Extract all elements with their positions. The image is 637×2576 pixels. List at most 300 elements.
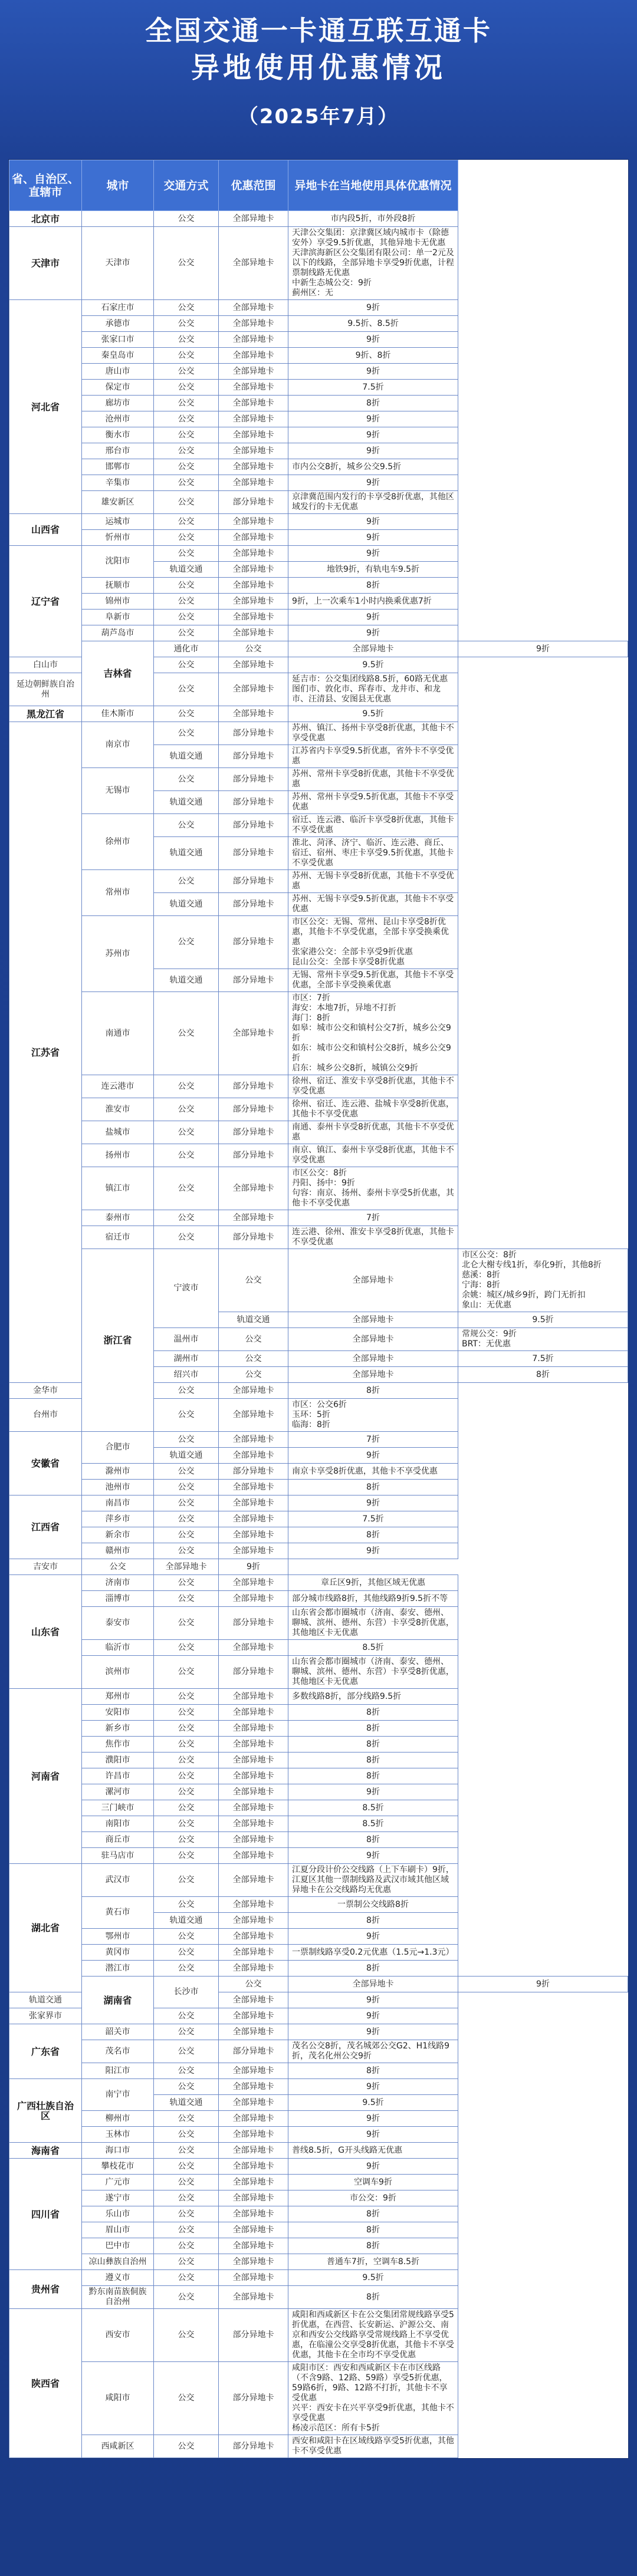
discount-detail-cell: 苏州、镇江、扬州卡享受8折优惠，其他卡不享受优惠: [288, 722, 458, 745]
transport-mode-cell: 公交: [154, 610, 219, 625]
discount-detail-cell: 苏州、无锡卡享受9.5折优惠，其他卡不享受优惠: [288, 893, 458, 916]
discount-detail-cell: 8折: [288, 1961, 458, 1977]
table-row: [9, 722, 628, 745]
province-cell: 广西壮族自治区: [9, 2079, 82, 2143]
transport-mode-cell: 公交: [219, 1977, 288, 1992]
discount-detail-cell: 9折: [288, 610, 458, 625]
transport-mode-cell: 公交: [154, 673, 219, 706]
transport-mode-cell: 公交: [154, 2362, 219, 2435]
city-cell: 三门峡市: [82, 1800, 154, 1816]
discount-scope-cell: 全部异地卡: [219, 1705, 288, 1721]
city-cell: 南通市: [82, 992, 154, 1075]
discount-scope-cell: 全部异地卡: [219, 546, 288, 562]
city-cell: 泰州市: [82, 1210, 154, 1226]
city-cell: 攀枝花市: [82, 2159, 154, 2175]
discount-detail-cell: 9.5折: [288, 2095, 458, 2111]
city-cell: 驻马店市: [82, 1848, 154, 1864]
table-row: [9, 1210, 628, 1226]
discount-detail-cell: 7.5折: [288, 1511, 458, 1527]
table-row: [9, 1768, 628, 1784]
table-row: [9, 2286, 628, 2309]
transport-mode-cell: 公交: [154, 1480, 219, 1495]
discount-scope-cell: 全部异地卡: [219, 1495, 288, 1511]
city-cell: 鄂州市: [82, 1929, 154, 1945]
city-cell: 漯河市: [82, 1784, 154, 1800]
table-row: [9, 1705, 628, 1721]
discount-detail-cell: 9折: [288, 2008, 458, 2024]
transport-mode-cell: 公交: [154, 396, 219, 411]
transport-mode-cell: 公交: [154, 722, 219, 745]
city-cell: 扬州市: [82, 1144, 154, 1167]
discount-detail-cell: 9折: [288, 427, 458, 443]
discount-detail-cell: 8折: [288, 2238, 458, 2254]
province-cell: 江西省: [9, 1495, 82, 1559]
discount-detail-cell: 9折: [288, 1448, 458, 1464]
table-row: [9, 992, 628, 1075]
transport-mode-cell: 轨道交通: [154, 791, 219, 814]
transport-mode-cell: 公交: [154, 1607, 219, 1640]
city-cell: 白山市: [9, 657, 82, 673]
city-cell: 遂宁市: [82, 2190, 154, 2206]
discount-scope-cell: 全部异地卡: [219, 2143, 288, 2159]
city-cell: 沧州市: [82, 411, 154, 427]
table-row: [9, 1656, 628, 1689]
transport-mode-cell: 公交: [154, 348, 219, 364]
transport-mode-cell: 公交: [154, 992, 219, 1075]
discount-scope-cell: 部分异地卡: [219, 2435, 288, 2458]
province-cell: 陕西省: [9, 2309, 82, 2458]
transport-mode-cell: 公交: [154, 1864, 219, 1897]
city-cell: 张家口市: [82, 332, 154, 348]
discount-detail-cell: 部分城市线路8折，其他线路9折9.5折不等: [288, 1591, 458, 1607]
discount-detail-cell: 9折: [288, 1543, 458, 1559]
transport-mode-cell: 公交: [219, 1351, 288, 1367]
discount-scope-cell: 全部异地卡: [219, 2159, 288, 2175]
discount-detail-cell: 市内公交8折，城乡公交9.5折: [288, 459, 458, 475]
table-row: [9, 2254, 628, 2270]
discount-scope-cell: 全部异地卡: [288, 1351, 458, 1367]
discount-scope-cell: 全部异地卡: [288, 1367, 458, 1383]
city-cell: 南阳市: [82, 1816, 154, 1832]
city-cell: 济南市: [82, 1575, 154, 1591]
city-cell: 宿迁市: [82, 1226, 154, 1249]
discount-scope-cell: 全部异地卡: [219, 475, 288, 491]
city-cell: 潜江市: [82, 1961, 154, 1977]
city-cell: 忻州市: [82, 530, 154, 546]
discount-detail-cell: 8折: [288, 2206, 458, 2222]
city-cell: 柳州市: [82, 2111, 154, 2127]
discount-scope-cell: 部分异地卡: [219, 491, 288, 514]
discount-scope-cell: 全部异地卡: [219, 578, 288, 594]
table-row: [9, 1121, 628, 1144]
discount-scope-cell: 部分异地卡: [219, 2040, 288, 2063]
province-cell: 山东省: [9, 1575, 82, 1689]
transport-mode-cell: 公交: [154, 657, 219, 673]
transport-mode-cell: 公交: [154, 2206, 219, 2222]
col-city: 城市: [82, 160, 154, 211]
transport-mode-cell: 公交: [154, 1705, 219, 1721]
city-cell: 遵义市: [82, 2270, 154, 2286]
province-cell: 贵州省: [9, 2270, 82, 2309]
transport-mode-cell: 公交: [154, 1226, 219, 1249]
transport-mode-cell: 公交: [154, 1210, 219, 1226]
city-cell: 辛集市: [82, 475, 154, 491]
discount-detail-cell: 9.5折: [458, 1312, 628, 1328]
discount-detail-cell: 9折: [288, 1784, 458, 1800]
table-row: [9, 1226, 628, 1249]
transport-mode-cell: 公交: [154, 546, 219, 562]
transport-mode-cell: 公交: [154, 2238, 219, 2254]
city-cell: 连云港市: [82, 1075, 154, 1098]
discount-scope-cell: 全部异地卡: [219, 1721, 288, 1737]
transport-mode-cell: 公交: [154, 1495, 219, 1511]
discount-scope-cell: 全部异地卡: [219, 2238, 288, 2254]
discount-detail-cell: 咸阳市区：西安和西咸新区卡在市区线路（不含9路、12路、59路）享受5折优惠，59路6折，9路、12路不打折，其他卡不享受优惠 兴平：西安卡在兴平享受9折优惠，其他卡不享受优惠 杨凌示范区：所有卡5折: [288, 2362, 458, 2435]
discount-detail-cell: 9折: [288, 2127, 458, 2143]
discount-scope-cell: 全部异地卡: [219, 1961, 288, 1977]
city-cell: 石家庄市: [82, 300, 154, 316]
city-cell: 锦州市: [82, 594, 154, 610]
discount-detail-cell: 淮北、菏泽、济宁、临沂、连云港、商丘、宿迁、宿州、枣庄卡享受9.5折优惠，其他卡不享受优惠: [288, 837, 458, 870]
table-row: [9, 227, 628, 300]
discount-detail-cell: 常规公交：9折 BRT：无优惠: [458, 1328, 628, 1351]
transport-mode-cell: 公交: [154, 2286, 219, 2309]
discount-scope-cell: 全部异地卡: [219, 1480, 288, 1495]
table-row: [9, 364, 628, 380]
table-row: [9, 2270, 628, 2286]
city-cell: 滁州市: [82, 1464, 154, 1480]
city-cell: 萍乡市: [82, 1511, 154, 1527]
table-row: [9, 2309, 628, 2362]
discount-scope-cell: 全部异地卡: [219, 1399, 288, 1432]
discount-detail-cell: 9折: [288, 625, 458, 641]
transport-mode-cell: 公交: [219, 1328, 288, 1351]
city-cell: 葫芦岛市: [82, 625, 154, 641]
table-row: [9, 706, 628, 722]
discount-detail-cell: 7折: [288, 1210, 458, 1226]
discount-scope-cell: 部分异地卡: [219, 1607, 288, 1640]
transport-mode-cell: 公交: [154, 2008, 219, 2024]
discount-scope-cell: 全部异地卡: [219, 2254, 288, 2270]
transport-mode-cell: 轨道交通: [9, 1992, 82, 2008]
transport-mode-cell: 公交: [154, 1816, 219, 1832]
discount-scope-cell: 全部异地卡: [219, 411, 288, 427]
discount-scope-cell: 全部异地卡: [288, 641, 458, 657]
table-row: [9, 2143, 628, 2159]
discount-scope-cell: 部分异地卡: [219, 893, 288, 916]
discount-scope-cell: 全部异地卡: [219, 2079, 288, 2095]
discount-detail-cell: 市区公交：无锡、常州、昆山卡享受8折优惠，其他卡不享受优惠，全部卡享受换乘优惠 张家港公交：全部卡享受9折优惠 昆山公交：全部卡享受8折优惠: [288, 916, 458, 969]
table-row: [9, 1977, 628, 1992]
discount-detail-cell: 市区：7折 海安：本地7折，异地不打折 海门：8折 如皋：城市公交和镇村公交7折，城乡公交9折 如东：城市公交和镇村公交8折，城乡公交9折 启东：城乡公交8折，城镇公交9折: [288, 992, 458, 1075]
discount-detail-cell: 山东省会都市圈城市（济南、泰安、德州、聊城、滨州、德州、东营）卡享受8折优惠，其他地区卡无优惠: [288, 1656, 458, 1689]
discount-scope-cell: 全部异地卡: [219, 1945, 288, 1961]
transport-mode-cell: 公交: [154, 768, 219, 791]
province-cell: 辽宁省: [9, 546, 82, 657]
header: [0, 0, 637, 156]
discount-scope-cell: 全部异地卡: [219, 1640, 288, 1656]
transport-mode-cell: 轨道交通: [154, 893, 219, 916]
table-row: [9, 2127, 628, 2143]
province-cell: 河南省: [9, 1689, 82, 1864]
table-row: [9, 1098, 628, 1121]
transport-mode-cell: 公交: [154, 2127, 219, 2143]
table-row: [9, 2222, 628, 2238]
city-cell: 台州市: [9, 1399, 82, 1432]
table-row: [9, 427, 628, 443]
table-row: [9, 2206, 628, 2222]
discount-scope-cell: 部分异地卡: [219, 768, 288, 791]
table-row: [9, 1945, 628, 1961]
transport-mode-cell: 公交: [154, 1167, 219, 1210]
transport-mode-cell: 公交: [154, 2309, 219, 2362]
transport-mode-cell: 公交: [154, 1784, 219, 1800]
discount-detail-cell: 9折: [288, 411, 458, 427]
transport-mode-cell: 公交: [82, 1559, 154, 1575]
city-cell: 许昌市: [82, 1768, 154, 1784]
discount-detail-cell: 市区公交：8折 北仑大榭专线1折，奉化9折，其他8折 慈溪：8折 宁海：8折 余姚：城区/城乡9折，跨门无折扣 象山：无优惠: [458, 1249, 628, 1312]
city-cell: 广元市: [82, 2175, 154, 2190]
city-cell: 常州市: [82, 870, 154, 916]
discount-scope-cell: 全部异地卡: [219, 657, 288, 673]
city-cell: 镇江市: [82, 1167, 154, 1210]
city-cell: 焦作市: [82, 1737, 154, 1753]
transport-mode-cell: 公交: [154, 1527, 219, 1543]
table-row: [9, 1864, 628, 1897]
city-cell: 韶关市: [82, 2024, 154, 2040]
table-row: [9, 870, 628, 893]
transport-mode-cell: 公交: [154, 1399, 219, 1432]
city-cell: 黔东南苗族侗族自治州: [82, 2286, 154, 2309]
transport-mode-cell: 公交: [154, 1075, 219, 1098]
transport-mode-cell: 轨道交通: [154, 562, 219, 578]
table-row: [9, 1075, 628, 1098]
transport-mode-cell: 公交: [154, 1737, 219, 1753]
table-row: [9, 1929, 628, 1945]
table-row: [9, 300, 628, 316]
discount-detail-cell: 市内段5折，市外段8折: [288, 211, 458, 227]
discount-detail-cell: 8折: [288, 1913, 458, 1929]
discount-detail-cell: 8折: [288, 1705, 458, 1721]
discount-scope-cell: 全部异地卡: [288, 1312, 458, 1328]
discount-detail-cell: 8折: [288, 2286, 458, 2309]
table-row: [9, 1527, 628, 1543]
discount-detail-cell: 8折: [288, 578, 458, 594]
discount-detail-cell: 8折: [288, 1527, 458, 1543]
discount-detail-cell: 8折: [288, 1737, 458, 1753]
transport-mode-cell: 公交: [154, 2175, 219, 2190]
transport-mode-cell: 公交: [154, 578, 219, 594]
province-cell: 江苏省: [9, 722, 82, 1383]
discount-scope-cell: 部分异地卡: [219, 916, 288, 969]
discount-detail-cell: 9折: [288, 2024, 458, 2040]
discount-detail-cell: 8折: [288, 1768, 458, 1784]
table-row: [9, 443, 628, 459]
discount-scope-cell: 全部异地卡: [154, 1559, 219, 1575]
discount-scope-cell: 部分异地卡: [219, 1656, 288, 1689]
table-row: [9, 2111, 628, 2127]
transport-mode-cell: 公交: [154, 2190, 219, 2206]
col-discount-scope: 优惠范围: [219, 160, 288, 211]
city-cell: 南京市: [82, 722, 154, 768]
city-cell: 黄石市: [82, 1897, 154, 1929]
discount-detail-cell: 空调车9折: [288, 2175, 458, 2190]
discount-detail-cell: 9折: [288, 1848, 458, 1864]
city-cell: 新乡市: [82, 1721, 154, 1737]
discount-scope-cell: 全部异地卡: [219, 2024, 288, 2040]
transport-mode-cell: 公交: [154, 1848, 219, 1864]
table-row: [9, 475, 628, 491]
table-row: [9, 1249, 628, 1312]
transport-mode-cell: 公交: [154, 1464, 219, 1480]
discount-detail-cell: 9折: [288, 2159, 458, 2175]
transport-mode-cell: 公交: [154, 625, 219, 641]
table-row: [9, 1961, 628, 1977]
province-cell: 浙江省: [82, 1249, 154, 1432]
discount-scope-cell: 部分异地卡: [219, 814, 288, 837]
city-cell: 抚顺市: [82, 578, 154, 594]
city-cell: 凉山彝族自治州: [82, 2254, 154, 2270]
discount-scope-cell: 全部异地卡: [219, 1432, 288, 1448]
transport-mode-cell: 公交: [154, 2024, 219, 2040]
discount-detail-cell: 宿迁、连云港、临沂卡享受8折优惠，其他卡不享受优惠: [288, 814, 458, 837]
discount-scope-cell: 全部异地卡: [219, 1591, 288, 1607]
province-cell: 四川省: [9, 2159, 82, 2270]
discount-scope-cell: 全部异地卡: [219, 2095, 288, 2111]
discount-scope-cell: 全部异地卡: [219, 530, 288, 546]
city-cell: 无锡市: [82, 768, 154, 814]
discount-scope-cell: 全部异地卡: [219, 706, 288, 722]
table-row: [9, 594, 628, 610]
discount-scope-cell: 全部异地卡: [219, 427, 288, 443]
transport-mode-cell: 公交: [154, 380, 219, 396]
table-row: [9, 2362, 628, 2435]
discount-scope-cell: 全部异地卡: [219, 625, 288, 641]
discount-scope-cell: 全部异地卡: [219, 1832, 288, 1848]
table-body: [9, 211, 628, 2458]
discount-scope-cell: 全部异地卡: [219, 1167, 288, 1210]
discount-scope-cell: 部分异地卡: [219, 1121, 288, 1144]
table-row: [9, 1800, 628, 1816]
discount-scope-cell: 部分异地卡: [219, 1226, 288, 1249]
transport-mode-cell: 公交: [154, 211, 219, 227]
city-cell: 金华市: [9, 1383, 82, 1399]
table-row: [9, 514, 628, 530]
transport-mode-cell: 公交: [219, 1367, 288, 1383]
discount-scope-cell: 全部异地卡: [219, 1816, 288, 1832]
transport-mode-cell: 公交: [154, 1511, 219, 1527]
discount-scope-cell: 部分异地卡: [219, 745, 288, 768]
transport-mode-cell: 轨道交通: [154, 745, 219, 768]
transport-mode-cell: 公交: [154, 475, 219, 491]
discount-scope-cell: 全部异地卡: [219, 1913, 288, 1929]
transport-mode-cell: 公交: [154, 1121, 219, 1144]
city-cell: 邢台市: [82, 443, 154, 459]
city-cell: 咸阳市: [82, 2362, 154, 2435]
table-row: [9, 625, 628, 641]
transport-mode-cell: 公交: [154, 332, 219, 348]
table-row: [9, 1495, 628, 1511]
discount-detail-cell: 9折: [288, 300, 458, 316]
table-row: [9, 2190, 628, 2206]
discount-detail-cell: 市区：公交6折 玉环：5折 临海：8折: [288, 1399, 458, 1432]
city-cell: 合肥市: [82, 1432, 154, 1464]
discount-detail-cell: 南京卡享受8折优惠，其他卡不享受优惠: [288, 1464, 458, 1480]
discount-scope-cell: 全部异地卡: [219, 1511, 288, 1527]
table-row: [9, 1848, 628, 1864]
city-cell: 南昌市: [82, 1495, 154, 1511]
discount-scope-cell: 部分异地卡: [219, 2309, 288, 2362]
city-cell: 玉林市: [82, 2127, 154, 2143]
title-line2: 异地使用优惠情况: [191, 51, 446, 84]
discount-detail-cell: 一票制线路享受0.2元优惠（1.5元→1.3元）: [288, 1945, 458, 1961]
table-row: [9, 1464, 628, 1480]
transport-mode-cell: 公交: [154, 1897, 219, 1913]
discount-detail-cell: 西安和咸阳卡在区域线路享受5折优惠，其他卡不享受优惠: [288, 2435, 458, 2458]
city-cell: 新余市: [82, 1527, 154, 1543]
discount-detail-cell: 9折、8折: [288, 348, 458, 364]
province-cell: 海南省: [9, 2143, 82, 2159]
transport-mode-cell: 公交: [154, 1961, 219, 1977]
city-cell: 泰安市: [82, 1607, 154, 1640]
city-cell: 吉安市: [9, 1559, 82, 1575]
city-cell: 承德市: [82, 316, 154, 332]
discount-detail-cell: 8.5折: [288, 1640, 458, 1656]
table-row: [9, 316, 628, 332]
discount-detail-cell: 普通车7折，空调车8.5折: [288, 2254, 458, 2270]
table-row: [9, 2159, 628, 2175]
city-cell: 宁波市: [154, 1249, 219, 1328]
discount-scope-cell: 全部异地卡: [219, 348, 288, 364]
discount-detail-cell: 9折: [288, 2111, 458, 2127]
transport-mode-cell: 公交: [154, 1098, 219, 1121]
discount-detail-cell: 一票制公交线路8折: [288, 1897, 458, 1913]
city-cell: 运城市: [82, 514, 154, 530]
discount-detail-cell: 9折: [288, 530, 458, 546]
discount-detail-cell: 江夏分段计价公交线路（上下车刷卡）9折，江夏区其他一票制线路及武汉市域其他区域异地卡在公交线路均无优惠: [288, 1864, 458, 1897]
table-row: [9, 1607, 628, 1640]
transport-mode-cell: 公交: [154, 2222, 219, 2238]
city-cell: 通化市: [154, 641, 219, 657]
table-row: [9, 1575, 628, 1591]
table-row: [9, 578, 628, 594]
city-cell: 湖州市: [154, 1351, 219, 1367]
discount-scope-cell: 全部异地卡: [219, 1929, 288, 1945]
discount-detail-cell: 8折: [288, 1383, 458, 1399]
city-cell: 衡水市: [82, 427, 154, 443]
discount-scope-cell: 部分异地卡: [219, 870, 288, 893]
discount-scope-cell: 全部异地卡: [288, 1977, 458, 1992]
discount-scope-cell: 全部异地卡: [219, 459, 288, 475]
transport-mode-cell: 公交: [154, 1768, 219, 1784]
discount-detail-cell: 多数线路8折，部分线路9.5折: [288, 1689, 458, 1705]
city-cell: 保定市: [82, 380, 154, 396]
discount-detail-cell: 市区公交：8折 丹阳、扬中：9折 句容：南京、扬州、泰州卡享受5折优惠，其他卡不享受优惠: [288, 1167, 458, 1210]
table-row: [9, 546, 628, 562]
discount-scope-cell: 全部异地卡: [219, 380, 288, 396]
city-cell: 苏州市: [82, 916, 154, 992]
table-row: [9, 1511, 628, 1527]
transport-mode-cell: 公交: [154, 2270, 219, 2286]
discount-detail-cell: 9折: [458, 1977, 628, 1992]
table-row: [9, 1897, 628, 1913]
discount-detail-cell: 延吉市：公交集团线路8.5折，60路无优惠 图们市、敦化市、珲春市、龙井市、和龙市、汪清县、安图县无优惠: [288, 673, 458, 706]
transport-mode-cell: 公交: [154, 2079, 219, 2095]
province-cell: 安徽省: [9, 1432, 82, 1495]
discount-scope-cell: 部分异地卡: [219, 1075, 288, 1098]
discount-detail-cell: 8折: [288, 2222, 458, 2238]
discount-detail-cell: 8.5折: [288, 1800, 458, 1816]
